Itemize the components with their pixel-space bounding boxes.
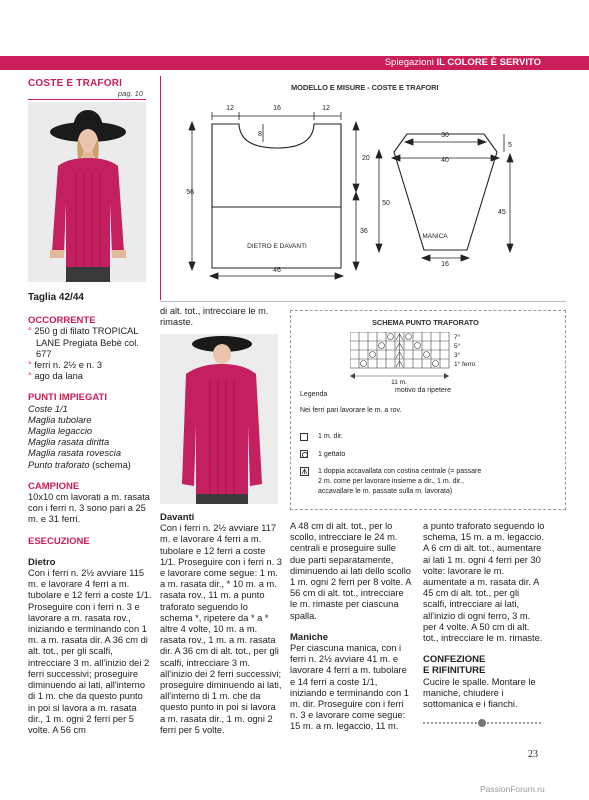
measurement-diagram: [160, 90, 570, 300]
bullet-icon: °: [28, 326, 32, 337]
punto-5: Maglia rasata rovescia: [28, 448, 122, 459]
legend-item-1: 1 m. dir.: [318, 433, 343, 440]
diagram-title: MODELLO E MISURE - COSTE E TRAFORI: [291, 83, 439, 92]
sleeve-piece-label: MANICA: [422, 233, 448, 240]
dim-sleeve-upper: 40: [441, 157, 449, 164]
dim-sleeve-side: 45: [498, 209, 506, 216]
model-illustration-2: [160, 334, 278, 504]
legend-decrease-icon: [300, 467, 309, 476]
davanti-heading: Davanti: [160, 512, 195, 523]
row-label-3: 3°: [454, 352, 461, 359]
dim-width: 46: [273, 267, 281, 274]
schema-title: SCHEMA PUNTO TRAFORATO: [372, 318, 479, 327]
dim-neck-depth: 8: [258, 131, 262, 138]
dim-total-height: 56: [186, 189, 194, 196]
front-piece-label: DIETRO E DAVANTI: [247, 243, 307, 250]
legend-title: Legenda: [300, 391, 328, 398]
dim-sleeve-cap: 5: [508, 142, 512, 149]
dim-armhole: 20: [362, 155, 370, 162]
occorrente-heading: OCCORRENTE: [28, 315, 96, 327]
repeat-label: motivo da ripetere: [395, 387, 452, 394]
size-line: Taglia 42/44: [28, 292, 84, 303]
page-number: 23: [528, 749, 538, 760]
column-3: [290, 521, 412, 733]
davanti-text: Con i ferri n. 2½ avviare 117 m. e lavorare 4 ferri a m. tubolare e 12 ferri a coste 1/1. Proseguire con i ferri n. 3 e lavorare come segue: 1 m. a m. rasata dir., * 10 m. a m. rasata rov., 11 m. a punto traforato seguendo lo schema *, ripetere da * a * altre 4 volte, 10 m. a m. rasata rov., 1 m. a m. rasata dir. A 36 cm di alt. tot., per gli scalfi, intrecciare 3 m. all'inizio dei 2 ferri successivi; proseguire diminuendo ai lati, all'interno di 1 m. che da questo punto in poi si lavora a m. rasata dir., 1 m. ogni 2 ferri per 5 volte.: [160, 523, 282, 735]
column-4: [423, 521, 545, 710]
section-divider: [160, 301, 566, 302]
legend-yarnover-icon: [300, 450, 308, 458]
legend-square-icon: [300, 433, 308, 441]
campione-text: 10x10 cm lavorati a m. rasata con i ferri n. 3 sono pari a 25 m. e 31 ferri.: [28, 492, 150, 525]
header-title: IL COLORE È SERVITO: [436, 57, 541, 68]
left-column: [28, 292, 152, 736]
page-ref: pag. 10: [118, 89, 144, 98]
confezione-heading-1: CONFEZIONE: [423, 654, 486, 666]
dim-top-left: 12: [226, 105, 234, 112]
article-title: COSTE E TRAFORI: [28, 78, 123, 89]
end-dot-icon: [478, 719, 486, 727]
mid-col-intro: [160, 306, 282, 328]
legend-item-2: 1 gettato: [318, 451, 346, 458]
maniche-text: Per ciascuna manica, con i ferri n. 2½ avviare 41 m. e lavorare 4 ferri a m. tubolare e 14 ferri a coste 1/1, iniziando e terminando con 1 m. dir. Proseguire con i ferri n. 3 e lavorare come segue: 15 m. a m. legaccio, 11 m.: [290, 643, 409, 732]
legend-note: Nei ferri pari lavorare le m. a rov.: [300, 407, 402, 414]
chart-width-label: 11 m.: [391, 379, 407, 386]
row-label-1: 1° ferro: [454, 361, 476, 368]
dim-sleeve-top: 30: [441, 132, 449, 139]
model-photo-2: [160, 334, 278, 504]
dim-top-right: 12: [322, 105, 330, 112]
occ-item-3: ° ago da lana: [28, 371, 83, 382]
maniche-heading: Maniche: [290, 631, 329, 643]
confezione-heading-2: E RIFINITURE: [423, 665, 486, 677]
punto-6: Punto traforato (schema): [28, 459, 131, 470]
bullet-icon: °: [28, 360, 32, 371]
dietro-heading: Dietro: [28, 556, 56, 568]
model-illustration: [28, 102, 146, 282]
punto-4: Maglia rasata diritta: [28, 437, 110, 448]
esecuzione-heading: ESECUZIONE: [28, 535, 90, 547]
watermark: PassionForum.ru: [480, 784, 545, 794]
mid-column: [160, 512, 282, 736]
punto-1: Coste 1/1: [28, 403, 68, 414]
model-photo: [28, 102, 146, 282]
dim-side: 36: [360, 228, 368, 235]
bullet-icon: °: [28, 371, 32, 382]
stitch-chart: [350, 332, 480, 392]
dim-top-mid: 16: [273, 105, 281, 112]
col3-text: A 48 cm di alt. tot., per lo scollo, intrecciare le 24 m. centrali e proseguire sulle due parti separatamente, diminuendo ai lati dello scollo 1 m. ogni 2 ferri per 8 volte. A 56 cm di alt. tot., intrecciare le m. rimaste per ciascuna spalla.: [290, 521, 411, 621]
punto-3: Maglia legaccio: [28, 426, 93, 437]
header-section: Spiegazioni: [384, 57, 434, 68]
punti-heading: PUNTI IMPIEGATI: [28, 392, 107, 404]
dim-sleeve-height: 50: [382, 200, 390, 207]
title-underline: [28, 99, 146, 100]
dim-sleeve-cuff: 16: [441, 261, 449, 268]
occ-item-1: ° 250 g di filato TROPICAL LANE Pregiata Bebè col. 677: [28, 326, 139, 359]
col4-text: a punto traforato seguendo lo schema, 15 m. a m. legaccio. A 6 cm di alt. tot., aumentare ai lati 1 m. ogni 4 ferri per 30 volte: lavorare le m. aumentate a m. rasata dir. A 45 cm di alt. tot., per gli scalfi, intrecciare ai lati, all'inizio di ogni ferro, 3 m. per 4 volte. A 50 cm di alt. tot., intrecciare le m. rimaste.: [423, 521, 545, 644]
confezione-text: Cucire le spalle. Montare le maniche, chiudere i sottomanica e i fianchi.: [423, 676, 536, 710]
dietro-text: Con i ferri n. 2½ avviare 115 m. e lavorare 4 ferri a m. tubolare e 12 ferri a coste 1/1. Proseguire con i ferri n. 3 e lavorare a m. rasata rov., iniziando e terminando con 1 m. a m. rasata dir. A 36 cm di alt. tot., per gli scalfi, intrecciare 3 m. all'inizio dei 2 ferri successivi; proseguire diminuendo ai lati, all'interno di 1 m. che da questo punto in poi si lavora a m. rasata dir., 1 m. ogni 2 ferri per 5 volte. A 56 cm: [28, 568, 152, 735]
mid-intro-text: di alt. tot., intrecciare le m. rimaste.: [160, 306, 269, 328]
punto-2: Maglia tubolare: [28, 414, 92, 425]
row-label-7: 7°: [454, 334, 461, 341]
row-label-5: 5°: [454, 343, 461, 350]
header-text: [385, 56, 541, 70]
legend-item-3: 1 doppia accavallata con costina centrale (= passare 2 m. come per lavorare insieme a dir., 1 m. dir., accavallare le m. passate sulla m. lavorata): [318, 468, 482, 495]
occ-item-2: ° ferri n. 2½ e n. 3: [28, 360, 103, 371]
campione-heading: CAMPIONE: [28, 480, 80, 492]
